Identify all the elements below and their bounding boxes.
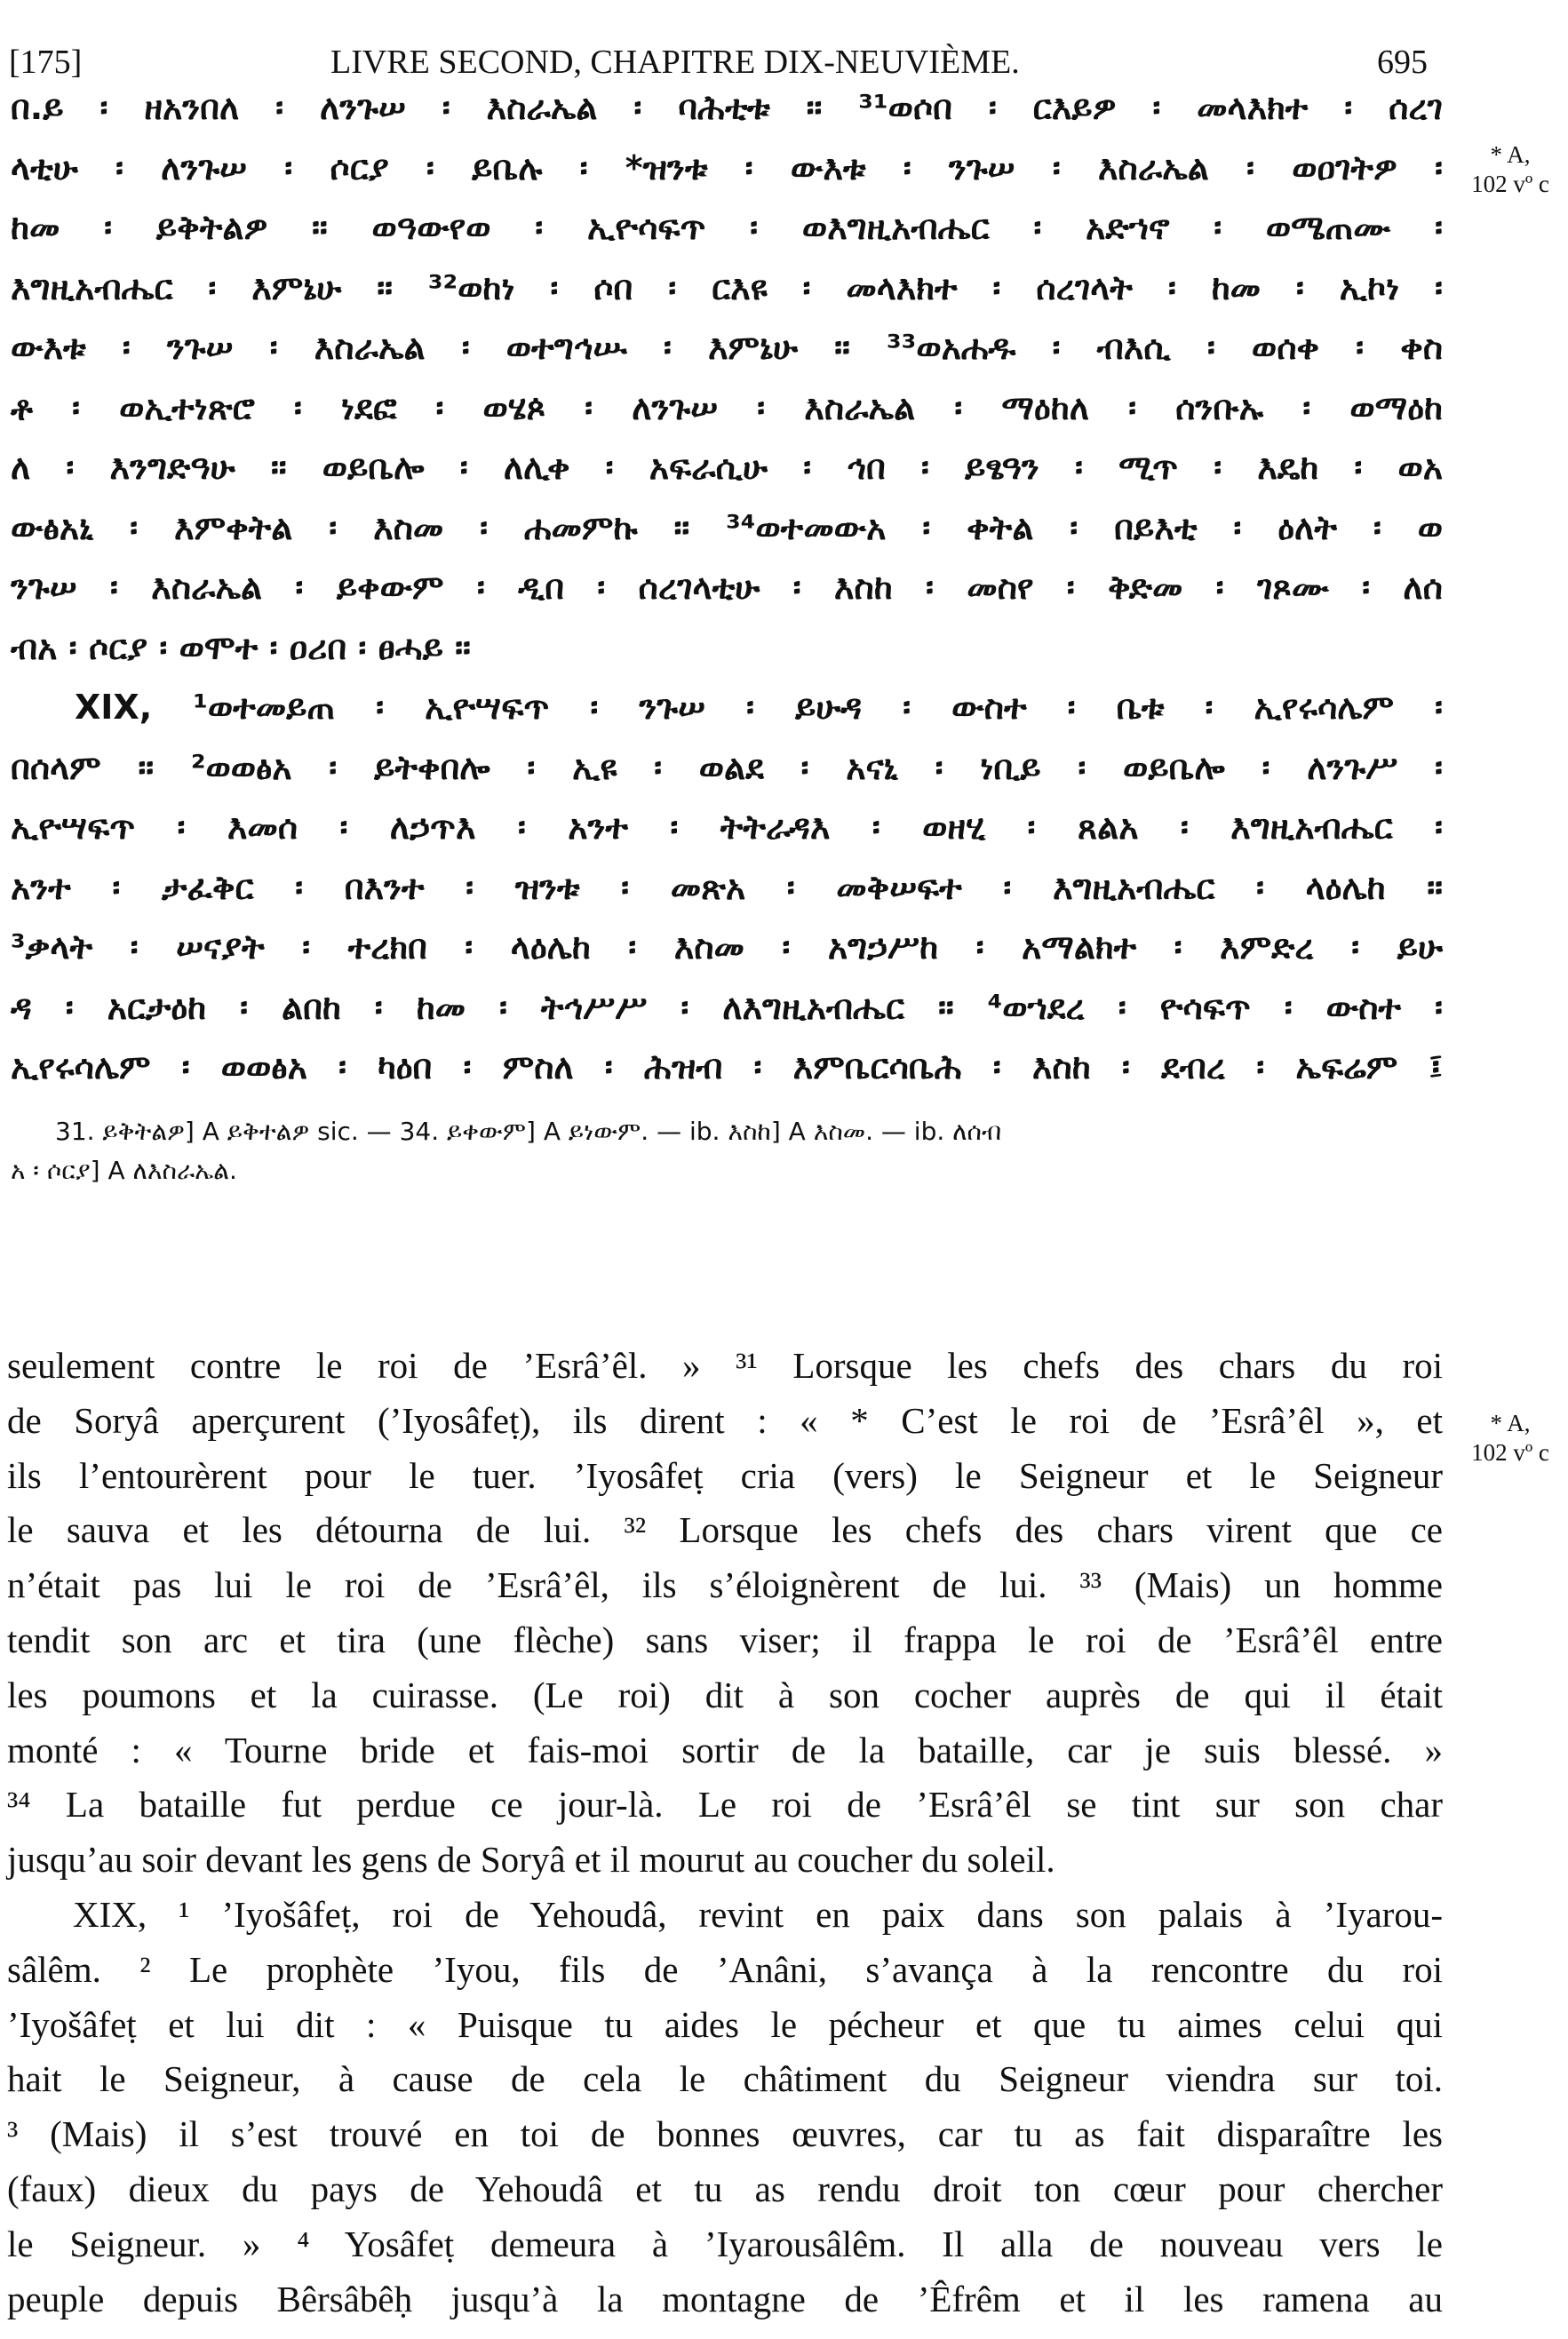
text-line: እግዚአብሔር ፡ እምኔሁ ። ³²ወከነ ፡ ሶበ ፡ ርእዩ ፡ መላእክተ ፡ ሰረገላት ፡ ከመ ፡ ኢኮነ ፡: [11, 267, 1443, 307]
text-line: ³ (Mais) il s’est trouvé en toi de bonnes œuvres, car tu as fait disparaître les: [7, 2113, 1443, 2155]
text-line: sâlêm. ² Le prophète ’Iyou, fils de ’Anâni, s’avança à la rencontre du roi: [7, 1948, 1443, 1990]
text-line: ኢየሩሳሌም ፡ ወወፅአ ፡ ካዕበ ፡ ምስለ ፡ ሕዝብ ፡ እምቤርሳቤሕ ፡ እስከ ፡ ደብረ ፡ ኤፍሬም ፤: [11, 1047, 1443, 1086]
text-line: ውፅአኒ ፡ እምቀትል ፡ እስመ ፡ ሐመምኩ ። ³⁴ወተመውአ ፡ ቀትል ፡ በይእቲ ፡ ዕለት ፡ ወ: [11, 507, 1443, 547]
footnote-line: አ ፡ ሶርያ] A ለእስራኤል.: [11, 1156, 237, 1185]
margin-note: [1457, 1409, 1564, 1468]
text-line: XIX, ¹ ’Iyošâfeṭ, roi de Yehoudâ, revint en paix dans son palais à ’Iyarou-: [73, 1893, 1443, 1935]
text-line: ’Iyošâfeṭ et lui dit : « Puisque tu aides le pécheur et que tu aimes celui qui: [7, 2003, 1443, 2045]
text-line: (faux) dieux du pays de Yehoudâ et tu as rendu droit ton cœur pour chercher: [7, 2168, 1443, 2209]
footnotes: [11, 1112, 1443, 1190]
footnote-line: 31. ይቅትልዎ] A ይቅተልዎ sic. — 34. ይቀውም] A ይነውም. — ib. እስከ] A እስመ. — ib. ለሰብ: [55, 1117, 1002, 1146]
text-line: les poumons et la cuirasse. (Le roi) dit à son cocher auprès de qui il était: [7, 1674, 1443, 1715]
text-line: ኢዮሣፍጥ ፡ እመሰ ፡ ለኃጥእ ፡ አንተ ፡ ትትራዳእ ፡ ወዘሂ ፡ ጸልአ ፡ እግዚአብሔር ፡: [11, 808, 1443, 847]
text-line: le Seigneur. » ⁴ Yosâfeṭ demeura à ’Iyarousâlêm. Il alla de nouveau vers le: [7, 2223, 1443, 2264]
text-line: ቶ ፡ ወኢተነጽሮ ፡ ነደፎ ፡ ወሄጶ ፡ ለንጉሠ ፡ እስራኤል ፡ ማዕከለ ፡ ሰንቡኡ ፡ ወማዕከ: [11, 387, 1443, 427]
text-line: XIX, ¹ወተመይጠ ፡ ኢዮሣፍጥ ፡ ንጉሠ ፡ ይሁዳ ፡ ውስተ ፡ ቤቱ ፡ ኢየሩሳሌም ፡: [75, 688, 1443, 727]
text-line: seulement contre le roi de ’Esrâ’êl. » ³¹ Lorsque les chefs des chars du roi: [7, 1345, 1443, 1386]
text-line: ils l’entourèrent pour le tuer. ’Iyosâfeṭ cria (vers) le Seigneur et le Seigneur: [7, 1454, 1443, 1496]
text-line: n’était pas lui le roi de ’Esrâ’êl, ils s’éloignèrent de lui. ³³ (Mais) un homme: [7, 1564, 1443, 1606]
text-line: ለ ፡ እንግድዓሁ ። ወይቤሎ ፡ ለሊቀ ፡ አፍራሲሁ ፡ ኅበ ፡ ይፄዓን ፡ ሚጥ ፡ እዴከ ፡ ወአ: [11, 448, 1443, 487]
text-line: ዳ ፡ አርታዕከ ፡ ልበከ ፡ ከመ ፡ ትኅሥሥ ፡ ለእግዚአብሔር ። ⁴ወኀደረ ፡ ዮሳፍጥ ፡ ውስተ ፡: [11, 987, 1443, 1027]
page-section-number: [175]: [9, 44, 83, 81]
text-line: tendit son arc et tira (une flèche) sans viser; il frappa le roi de ’Esrâ’êl entre: [7, 1619, 1443, 1660]
page-number: 695: [1377, 44, 1428, 81]
margin-note: [1457, 140, 1564, 199]
text-line: ብአ ፡ ሶርያ ፡ ወሞተ ፡ ዐሪበ ፡ ፀሓይ ።: [11, 627, 471, 667]
text-line: hait le Seigneur, à cause de cela le châtiment du Seigneur viendra sur toi.: [7, 2058, 1443, 2100]
text-line: ላቲሁ ፡ ለንጉሠ ፡ ሶርያ ፡ ይቤሉ ፡ *ዝንቱ ፡ ውእቱ ፡ ንጉሠ ፡ እስራኤል ፡ ወዐገትዎ ፡: [11, 147, 1443, 187]
text-line: jusqu’au soir devant les gens de Soryâ et il mourut au coucher du soleil.: [7, 1839, 1055, 1881]
text-line: ንጉሠ ፡ እስራኤል ፡ ይቀውም ፡ ዲበ ፡ ሰረገላቲሁ ፡ እስከ ፡ መስየ ፡ ቅድመ ፡ ገጾሙ ፡ ለሰ: [11, 568, 1443, 607]
margin-note-ref: * A,: [1490, 1410, 1531, 1436]
text-line: peuple depuis Bêrsâbêḥ jusqu’à la montagne de ’Êfrêm et il les ramena au: [7, 2278, 1443, 2319]
ethiopic-text: [11, 78, 1443, 1098]
text-line: አንተ ፡ ታፈቅር ፡ በእንተ ፡ ዝንቱ ፡ መጽአ ፡ መቅሠፍተ ፡ እግዚአብሔር ፡ ላዕሌከ ።: [11, 867, 1443, 907]
running-title: LIVRE SECOND, CHAPITRE DIX-NEUVIÈME.: [330, 44, 1020, 81]
text-line: ውእቱ ፡ ንጉሠ ፡ እስራኤል ፡ ወተግኅሡ ፡ እምኔሁ ። ³³ወአሐዱ ፡ ብእሲ ፡ ወሰቀ ፡ ቀስ: [11, 328, 1443, 367]
text-line: በ.ይ ፡ ዘአንበለ ፡ ለንጉሠ ፡ እስራኤል ፡ ባሕቲቱ ። ³¹ወሶበ ፡ ርእይዎ ፡ መላእክተ ፡ ሰረገ: [11, 88, 1443, 127]
text-line: le sauva et les détourna de lui. ³² Lorsque les chefs des chars virent que ce: [7, 1509, 1443, 1551]
text-line: በሰላም ። ²ወወፅአ ፡ ይትቀበሎ ፡ ኢዩ ፡ ወልደ ፡ አናኒ ፡ ነቢይ ፡ ወይቤሎ ፡ ለንጉሥ ፡: [11, 747, 1443, 787]
margin-note-folio: 102 vº c: [1471, 1439, 1549, 1466]
text-line: ³ቃላት ፡ ሠናያት ፡ ተረክበ ፡ ላዕሌከ ፡ እስመ ፡ አግኃሥከ ፡ አማልክተ ፡ እምድረ ፡ ይሁ: [11, 927, 1443, 967]
text-line: ³⁴ La bataille fut perdue ce jour-là. Le roi de ’Esrâ’êl se tint sur son char: [7, 1784, 1443, 1826]
margin-note-folio: 102 vº c: [1471, 171, 1549, 197]
text-line: de Soryâ aperçurent (’Iyosâfeṭ), ils dirent : « * C’est le roi de ’Esrâ’êl », et: [7, 1399, 1443, 1441]
margin-note-ref: * A,: [1490, 141, 1531, 168]
french-translation: [7, 1339, 1443, 2327]
text-line: monté : « Tourne bride et fais-moi sortir de la bataille, car je suis blessé. »: [7, 1729, 1443, 1770]
text-line: ከመ ፡ ይቅትልዎ ። ወዓውየወ ፡ ኢዮሳፍጥ ፡ ወእግዚአብሔር ፡ አድኀኖ ፡ ወሜጠሙ ፡: [11, 208, 1443, 247]
